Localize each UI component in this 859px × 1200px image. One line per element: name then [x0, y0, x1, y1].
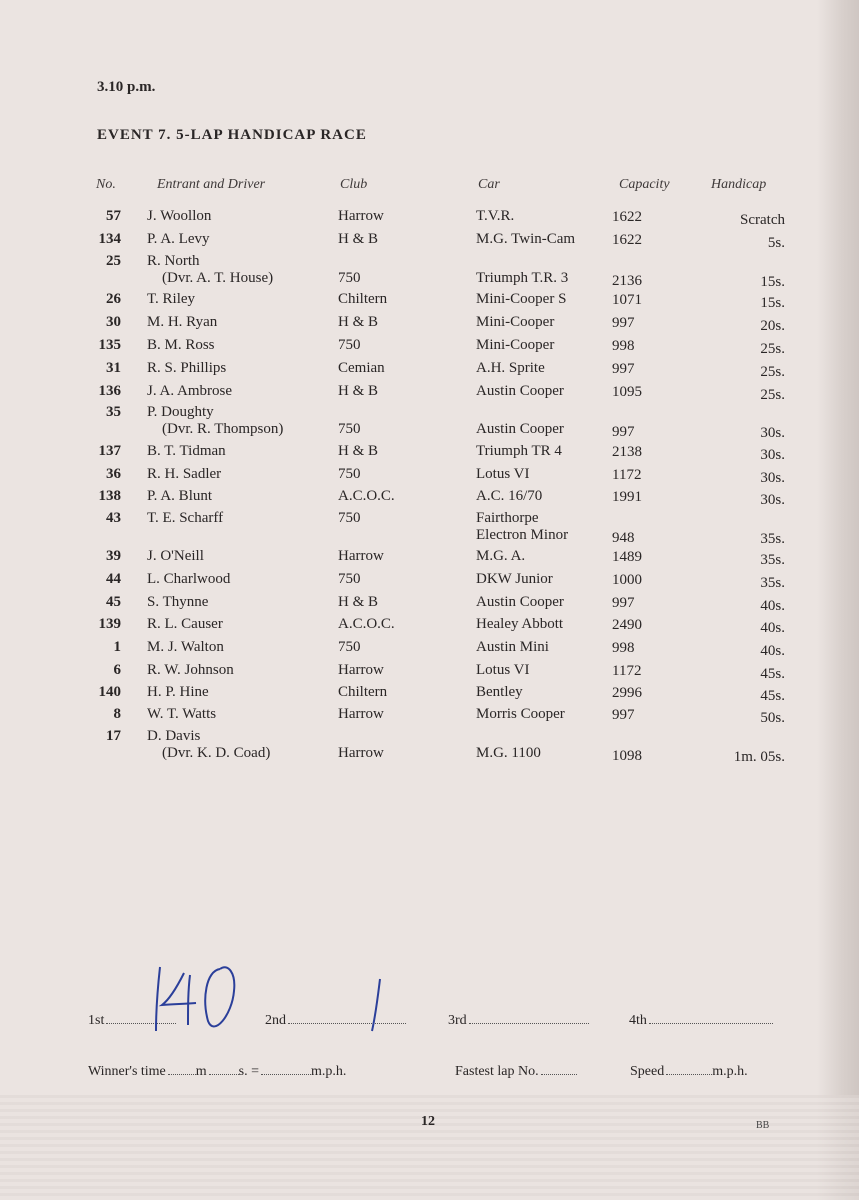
mph-unit: m.p.h. — [311, 1064, 347, 1079]
club-name: H & B — [338, 231, 379, 247]
club-name: Harrow — [338, 706, 384, 722]
entrant-name: M. J. Walton — [147, 639, 224, 655]
handicap-time: 15s. — [760, 295, 785, 311]
entry-number: 39 — [106, 548, 121, 564]
handicap-time: 40s. — [760, 643, 785, 659]
car-name: Lotus VI — [476, 466, 530, 482]
club-name: Harrow — [338, 548, 384, 564]
car-name: A.H. Sprite — [476, 360, 545, 376]
entrant-name: B. M. Ross — [147, 337, 215, 353]
club-name: 750 — [338, 337, 361, 353]
handicap-time: 40s. — [760, 620, 785, 636]
engine-capacity: 2138 — [612, 444, 642, 460]
club-name: H & B — [338, 594, 379, 610]
entrant-name: R. L. Causer — [147, 616, 223, 632]
car-name: Healey Abbott — [476, 616, 564, 632]
engine-capacity: 1095 — [612, 384, 642, 400]
engine-capacity: 948 — [612, 530, 635, 546]
club-name: Harrow — [338, 745, 384, 761]
handicap-time: 25s. — [760, 341, 785, 357]
fastest-lap-label: Fastest lap No. — [455, 1064, 539, 1079]
seconds-blank[interactable] — [209, 1073, 239, 1075]
handicap-time: 1m. 05s. — [733, 749, 785, 765]
fourth-label: 4th — [629, 1013, 647, 1028]
engine-capacity: 2996 — [612, 685, 642, 701]
handicap-time: 15s. — [760, 274, 785, 290]
car-name: Austin Cooper — [476, 421, 564, 437]
car-name: Austin Cooper — [476, 594, 564, 610]
handicap-time: 25s. — [760, 387, 785, 403]
minutes-unit: m — [195, 1064, 207, 1079]
club-name: Cemian — [338, 360, 385, 376]
club-name: 750 — [338, 466, 361, 482]
entry-number: 43 — [106, 510, 121, 526]
club-name: 750 — [338, 421, 361, 437]
entrant-name: T. E. Scharff — [147, 510, 224, 526]
entry-number: 31 — [106, 360, 121, 376]
driver-name: (Dvr. K. D. Coad) — [162, 745, 271, 761]
engine-capacity: 997 — [612, 424, 635, 440]
engine-capacity: 1622 — [612, 209, 642, 225]
club-name: H & B — [338, 443, 379, 459]
handicap-time: 30s. — [760, 425, 785, 441]
handicap-time: 25s. — [760, 364, 785, 380]
third-label: 3rd — [448, 1013, 467, 1028]
entry-number: 136 — [98, 383, 121, 399]
entry-number: 26 — [106, 291, 121, 307]
entrant-name: B. T. Tidman — [147, 443, 226, 459]
club-name: 750 — [338, 270, 361, 286]
header-entrant: Entrant and Driver — [157, 177, 266, 192]
car-name: Mini-Cooper S — [476, 291, 567, 307]
handicap-time: 30s. — [760, 492, 785, 508]
car-name: T.V.R. — [476, 208, 515, 224]
engine-capacity: 1172 — [612, 663, 642, 679]
first-place-text: 140 — [140, 955, 142, 956]
car-name: Triumph T.R. 3 — [476, 270, 569, 286]
bottom-bleed-through — [0, 1095, 859, 1200]
handicap-time: 30s. — [760, 447, 785, 463]
page-edge-shadow — [817, 0, 859, 1200]
entry-number: 139 — [98, 616, 121, 632]
speed-blank[interactable] — [666, 1073, 712, 1075]
engine-capacity: 1098 — [612, 748, 642, 764]
entry-number: 137 — [98, 443, 121, 459]
entrant-name: R. H. Sadler — [147, 466, 222, 482]
club-name: 750 — [338, 639, 361, 655]
entrant-name: J. A. Ambrose — [147, 383, 233, 399]
engine-capacity: 997 — [612, 315, 635, 331]
club-name: H & B — [338, 383, 379, 399]
page-number: 12 — [421, 1114, 435, 1129]
club-name: Chiltern — [338, 291, 388, 307]
printer-mark: BB — [756, 1120, 770, 1131]
club-name: 750 — [338, 510, 361, 526]
driver-name: (Dvr. R. Thompson) — [162, 421, 284, 437]
car-name: Mini-Cooper — [476, 337, 555, 353]
engine-capacity: 998 — [612, 640, 635, 656]
engine-capacity: 1000 — [612, 572, 642, 588]
engine-capacity: 997 — [612, 707, 635, 723]
entrant-name: P. A. Blunt — [147, 488, 213, 504]
entry-number: 140 — [98, 684, 121, 700]
winners-time-label: Winner's time — [88, 1064, 166, 1079]
entry-number: 45 — [106, 594, 121, 610]
entry-number: 1 — [113, 639, 121, 655]
minutes-blank[interactable] — [168, 1073, 196, 1075]
engine-capacity: 2490 — [612, 617, 642, 633]
second-place-text: 1 — [360, 975, 361, 976]
engine-capacity: 1172 — [612, 467, 642, 483]
car-name: Triumph TR 4 — [476, 443, 562, 459]
entrant-name: R. North — [147, 253, 200, 269]
car-name: M.G. Twin-Cam — [476, 231, 576, 247]
event-title: EVENT 7. 5-LAP HANDICAP RACE — [97, 127, 367, 143]
car-name: DKW Junior — [476, 571, 553, 587]
entrant-name: H. P. Hine — [147, 684, 209, 700]
handicap-time: 35s. — [760, 575, 785, 591]
entry-number: 6 — [113, 662, 121, 678]
club-name: 750 — [338, 571, 361, 587]
entry-number: 135 — [98, 337, 121, 353]
car-name: M.G. 1100 — [476, 745, 541, 761]
handwritten-first-place — [140, 955, 250, 1035]
entrant-name: T. Riley — [147, 291, 196, 307]
fourth-blank[interactable] — [649, 1022, 773, 1024]
handicap-time: 40s. — [760, 598, 785, 614]
driver-name: (Dvr. A. T. House) — [162, 270, 274, 286]
engine-capacity: 997 — [612, 595, 635, 611]
entry-number: 8 — [113, 706, 121, 722]
engine-capacity: 997 — [612, 361, 635, 377]
entrant-name: P. A. Levy — [147, 231, 210, 247]
entrant-name: L. Charlwood — [147, 571, 231, 587]
entry-number: 44 — [106, 571, 121, 587]
entrant-name: J. O'Neill — [147, 548, 204, 564]
handicap-time: 30s. — [760, 470, 785, 486]
engine-capacity: 1071 — [612, 292, 642, 308]
handicap-time: 35s. — [760, 531, 785, 547]
car-name: Lotus VI — [476, 662, 530, 678]
handicap-time: 50s. — [760, 710, 785, 726]
car-name: Fairthorpe — [476, 510, 539, 526]
entry-number: 30 — [106, 314, 121, 330]
car-name: Mini-Cooper — [476, 314, 555, 330]
second-label: 2nd — [265, 1013, 286, 1028]
entrant-name: W. T. Watts — [147, 706, 217, 722]
car-name: Austin Cooper — [476, 383, 564, 399]
header-no: No. — [96, 177, 116, 192]
engine-capacity: 1622 — [612, 232, 642, 248]
club-name: Chiltern — [338, 684, 388, 700]
seconds-unit: s. = — [238, 1064, 260, 1079]
handicap-time: 45s. — [760, 688, 785, 704]
car-name: A.C. 16/70 — [476, 488, 543, 504]
engine-capacity: 998 — [612, 338, 635, 354]
header-club: Club — [340, 177, 368, 192]
handicap-time: 5s. — [767, 235, 785, 251]
club-name: A.C.O.C. — [338, 616, 395, 632]
mph-blank[interactable] — [261, 1073, 311, 1075]
entrant-name: R. W. Johnson — [147, 662, 234, 678]
fastest-lap-blank[interactable] — [541, 1073, 577, 1075]
entrant-name: S. Thynne — [147, 594, 209, 610]
header-handicap: Handicap — [711, 177, 767, 192]
entrant-name: J. Woollon — [147, 208, 212, 224]
entry-number: 17 — [106, 728, 121, 744]
entrant-name: R. S. Phillips — [147, 360, 227, 376]
handwritten-second-place — [360, 975, 390, 1035]
speed-label: Speed — [630, 1064, 665, 1079]
entry-number: 138 — [98, 488, 121, 504]
third-blank[interactable] — [469, 1022, 589, 1024]
car-name-line2: Electron Minor — [476, 527, 569, 543]
car-name: Morris Cooper — [476, 706, 565, 722]
engine-capacity: 2136 — [612, 273, 642, 289]
club-name: A.C.O.C. — [338, 488, 395, 504]
entrant-name: D. Davis — [147, 728, 201, 744]
handicap-time: Scratch — [740, 212, 785, 228]
handicap-time: 20s. — [760, 318, 785, 334]
header-car: Car — [478, 177, 500, 192]
entry-number: 134 — [98, 231, 121, 247]
entrant-name: M. H. Ryan — [147, 314, 218, 330]
entry-number: 25 — [106, 253, 121, 269]
entrant-name: P. Doughty — [147, 404, 214, 420]
first-label: 1st — [88, 1013, 105, 1028]
event-time: 3.10 p.m. — [97, 79, 156, 95]
header-capacity: Capacity — [619, 177, 670, 192]
engine-capacity: 1489 — [612, 549, 642, 565]
club-name: H & B — [338, 314, 379, 330]
entry-number: 36 — [106, 466, 121, 482]
car-name: Bentley — [476, 684, 523, 700]
handicap-time: 35s. — [760, 552, 785, 568]
car-name: M.G. A. — [476, 548, 526, 564]
club-name: Harrow — [338, 662, 384, 678]
engine-capacity: 1991 — [612, 489, 642, 505]
car-name: Austin Mini — [476, 639, 549, 655]
club-name: Harrow — [338, 208, 384, 224]
speed-unit: m.p.h. — [712, 1064, 748, 1079]
handicap-time: 45s. — [760, 666, 785, 682]
entry-number: 35 — [106, 404, 121, 420]
entry-number: 57 — [106, 208, 121, 224]
